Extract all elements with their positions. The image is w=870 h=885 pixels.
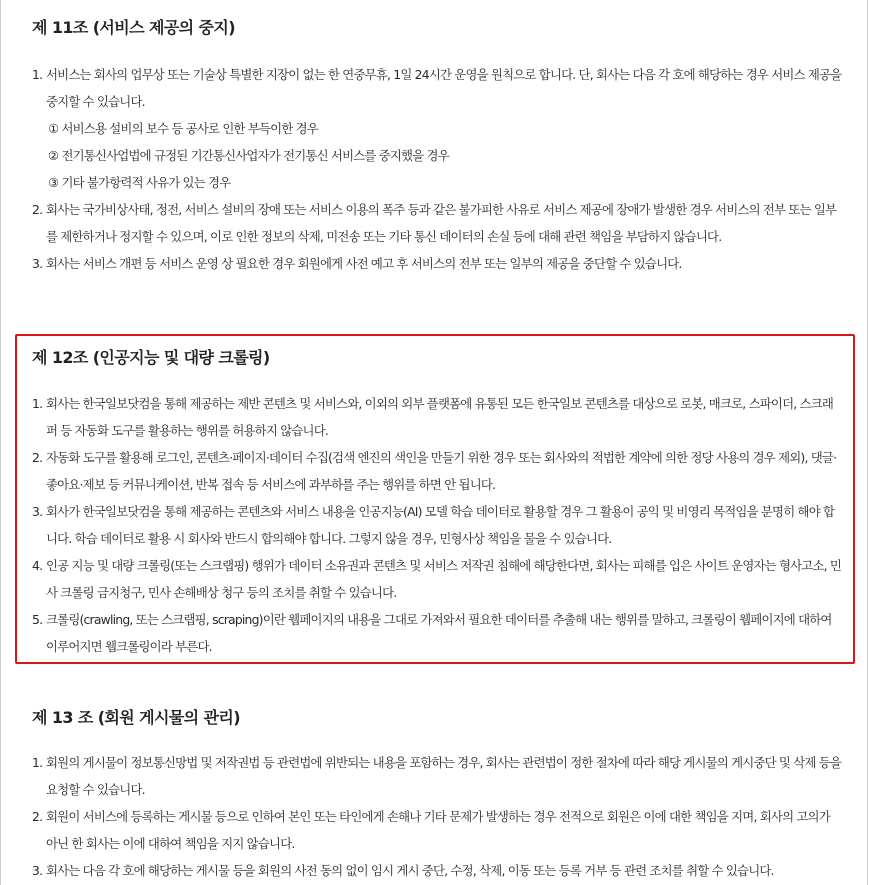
item-text: 회사는 다음 각 호에 해당하는 게시물 등을 회원의 사전 동의 없이 임시 게시 중단, 수정, 삭제, 이동 또는 등록 거부 등 관련 조치를 취할 수 있습니다.: [46, 863, 774, 878]
list-item: [32, 749, 842, 803]
item-text: 회사는 한국일보닷컴을 통해 제공하는 제반 콘텐츠 및 서비스와, 이외의 외부 플랫폼에 유통된 모든 한국일보 콘텐츠를 대상으로 로봇, 매크로, 스파이더, 스크래퍼 등 자동화 도구를 활용하는 행위를 허용하지 않습니다.: [46, 396, 834, 438]
item-text: 서비스는 회사의 업무상 또는 기술상 특별한 지장이 없는 한 연중무휴, 1일 24시간 운영을 원칙으로 합니다. 단, 회사는 다음 각 호에 해당하는 경우 서비스 제공을 중지할 수 있습니다.: [46, 67, 842, 109]
article-11-title: 제 11조 (서비스 제공의 중지): [32, 18, 235, 37]
list-item: [32, 444, 842, 498]
item-text: 회사가 한국일보닷컴을 통해 제공하는 콘텐츠와 서비스 내용을 인공지능(AI) 모델 학습 데이터로 활용할 경우 그 활용이 공익 및 비영리 목적임을 분명히 해야 합니다. 학습 데이터로 활용 시 회사와 반드시 합의해야 합니다. 그렇지 않을 경우, 민형사상 책임을 물을 수 있습니다.: [46, 504, 835, 546]
list-item: [32, 61, 842, 196]
item-number: 3.: [32, 256, 43, 271]
item-number: 4.: [32, 558, 43, 573]
item-number: 2.: [32, 450, 43, 465]
list-item: [32, 857, 842, 884]
item-text: 인공 지능 및 대량 크롤링(또는 스크랩핑) 행위가 데이터 소유권과 콘텐츠 및 서비스 저작권 침해에 해당한다면, 회사는 피해를 입은 사이트 운영자는 형사고소, 민사 크롤링 금지청구, 민사 손해배상 청구 등의 조치를 취할 수 있습니다.: [46, 558, 842, 600]
sub-item: ① 서비스용 설비의 보수 등 공사로 인한 부득이한 경우: [48, 121, 318, 136]
list-item: [32, 606, 842, 660]
list-item: [32, 552, 842, 606]
item-text: 회사는 서비스 개편 등 서비스 운영 상 필요한 경우 회원에게 사전 예고 후 서비스의 전부 또는 일부의 제공을 중단할 수 있습니다.: [46, 256, 682, 271]
item-text: 회원이 서비스에 등록하는 게시물 등으로 인하여 본인 또는 타인에게 손해나 기타 문제가 발생하는 경우 전적으로 회원은 이에 대한 책임을 지며, 회사의 고의가 아닌 한 회사는 이에 대하여 책임을 지지 않습니다.: [46, 809, 830, 851]
list-item: [32, 803, 842, 857]
item-text: 회사는 국가비상사태, 정전, 서비스 설비의 장애 또는 서비스 이용의 폭주 등과 같은 불가피한 사유로 서비스 제공에 장애가 발생한 경우 서비스의 전부 또는 일부를 제한하거나 정지할 수 있으며, 이로 인한 정보의 삭제, 미전송 또는 기타 통신 데이터의 손실 등에 대해 관련 책임을 부담하지 않습니다.: [46, 202, 837, 244]
item-number: 2.: [32, 202, 43, 217]
list-item: [32, 250, 842, 277]
list-item: [32, 498, 842, 552]
item-number: 1.: [32, 396, 43, 411]
sub-list: [46, 115, 842, 196]
list-item: [32, 390, 842, 444]
sub-item: ③ 기타 불가항력적 사유가 있는 경우: [48, 175, 231, 190]
article-11: [32, 17, 842, 277]
article-12-list: [32, 390, 842, 660]
item-number: 3.: [32, 504, 43, 519]
article-13-title: 제 13 조 (회원 게시물의 관리): [32, 708, 240, 727]
item-text: 크롤링(crawling, 또는 스크랩핑, scraping)이란 웹페이지의 내용을 그대로 가져와서 필요한 데이터를 추출해 내는 행위를 말하고, 크롤링이 웹페이지에 대하여 이루어지면 웹크롤링이라 부른다.: [46, 612, 832, 654]
article-13: [32, 707, 842, 884]
sub-item: ② 전기통신사업법에 규정된 기간통신사업자가 전기통신 서비스를 중지했을 경우: [48, 148, 449, 163]
item-number: 1.: [32, 755, 43, 770]
article-11-list: [32, 61, 842, 277]
article-13-list: [32, 749, 842, 884]
item-text: 자동화 도구를 활용해 로그인, 콘텐츠·페이지·데이터 수집(검색 엔진의 색인을 만들기 위한 경우 또는 회사와의 적법한 계약에 의한 정당 사용의 경우 제외), 댓글·좋아요·제보 등 커뮤니케이션, 반복 접속 등 서비스에 과부하를 주는 행위를 하면 안 됩니다.: [46, 450, 837, 492]
item-number: 3.: [32, 863, 43, 878]
list-item: [32, 196, 842, 250]
item-number: 2.: [32, 809, 43, 824]
article-12: [32, 347, 842, 660]
article-12-title: 제 12조 (인공지능 및 대량 크롤링): [32, 348, 270, 367]
item-number: 1.: [32, 67, 43, 82]
item-text: 회원의 게시물이 정보통신망법 및 저작권법 등 관련법에 위반되는 내용을 포함하는 경우, 회사는 관련법이 정한 절차에 따라 해당 게시물의 게시중단 및 삭제 등을 요청할 수 있습니다.: [46, 755, 842, 797]
item-number: 5.: [32, 612, 43, 627]
